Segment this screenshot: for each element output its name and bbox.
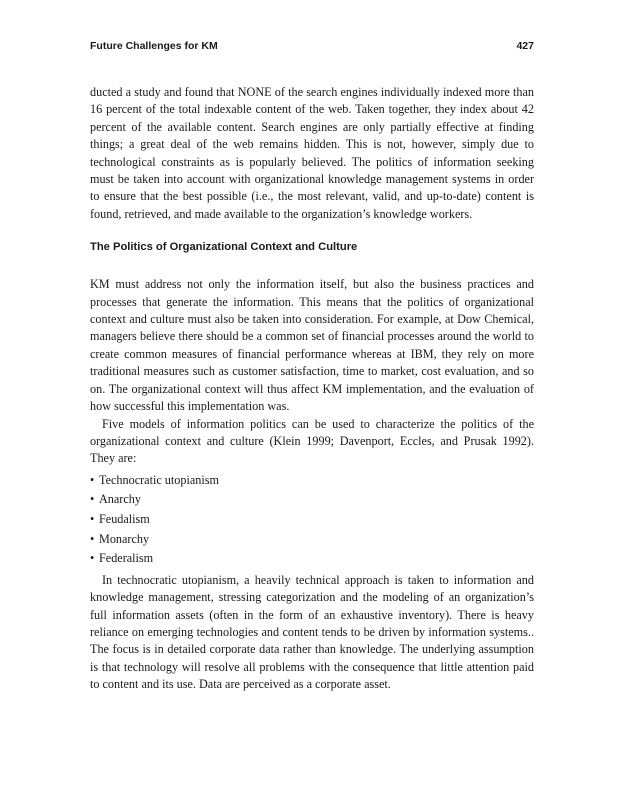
- paragraph-technocratic-utopianism: In technocratic utopianism, a heavily technical approach is taken to information and knowledge management, stressing categorization and the modeling of an organization’s full information assets (often in the form of an exhaustive inventory). There is heavy reliance on emerging technologies and content tends to be driven by information systems.. The focus is in detailed corporate data rather than knowledge. The underlying assumption is that technology will resolve all problems with the consequence that little attention paid to content and its use. Data are perceived as a corporate asset.: [90, 572, 534, 692]
- list-item-label: Monarchy: [99, 531, 150, 546]
- models-list: [90, 471, 534, 569]
- list-item-label: Feudalism: [99, 511, 150, 526]
- paragraph-search-engines: ducted a study and found that NONE of the search engines individually indexed more than 16 percent of the total indexable content of the web. Taken together, they index about 42 percent of the available content. Search engines are only partially effective at finding things; a great deal of the web remains hidden. This is not, however, simply due to technological constraints as is popularly believed. The politics of information seeking must be taken into account with organizational knowledge management systems in order to ensure that the best possible (i.e., the most relevant, valid, and up-to-date) content is found, retrieved, and made available to the organization’s knowledge workers.: [90, 85, 534, 221]
- bullet-icon: •: [90, 551, 95, 566]
- list-item: [90, 471, 534, 491]
- list-item: [90, 549, 534, 569]
- paragraph-km-practices: KM must address not only the information itself, but also the business practices and processes that generate the information. This means that the politics of organizational context and culture must also be taken into consideration. For example, at Dow Chemical, managers believe there should be a common set of financial processes around the world to create common measures of financial performance whereas at IBM, they rely on more traditional measures such as customer satisfaction, time to market, cost evaluation, and so on. The organizational context will thus affect KM implementation, and the evaluation of how successful this implementation was.: [90, 277, 534, 414]
- page-number: 427: [516, 40, 534, 52]
- bullet-icon: •: [90, 511, 95, 526]
- list-item-label: Technocratic utopianism: [99, 472, 219, 487]
- page-header: [90, 40, 534, 56]
- section-heading: The Politics of Organizational Context and Culture: [90, 241, 358, 254]
- running-title: Future Challenges for KM: [90, 40, 218, 52]
- bullet-icon: •: [90, 531, 95, 546]
- list-item-label: Anarchy: [99, 492, 141, 507]
- list-item: [90, 490, 534, 510]
- list-item: [90, 510, 534, 530]
- paragraph-five-models: Five models of information politics can be used to characterize the politics of the organizational context and culture (Klein 1999; Davenport, Eccles, and Prusak 1992). They are:: [90, 416, 534, 466]
- list-item: [90, 530, 534, 550]
- list-item-label: Federalism: [99, 551, 154, 566]
- bullet-icon: •: [90, 472, 95, 487]
- body-text: [90, 84, 534, 694]
- bullet-icon: •: [90, 492, 95, 507]
